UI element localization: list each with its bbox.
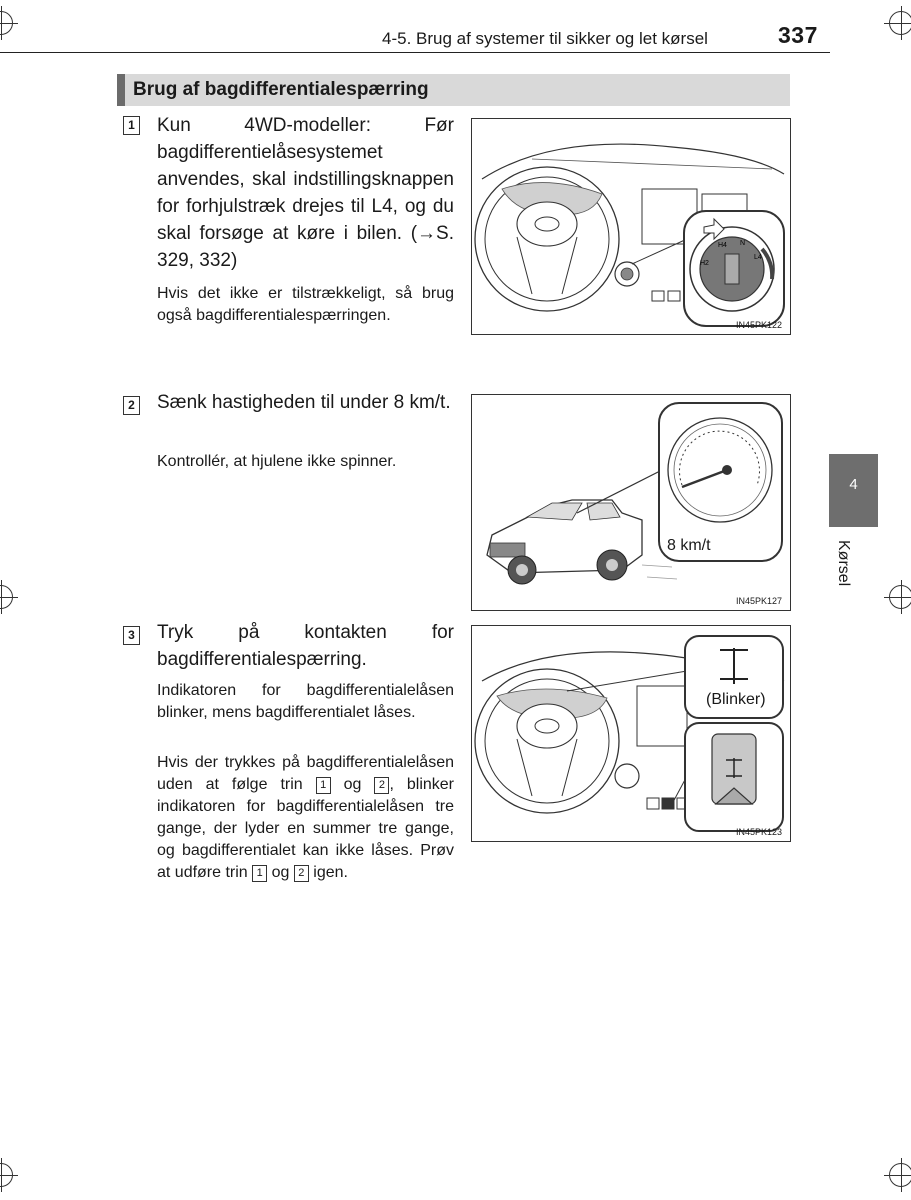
figure-3-code: IN45PK123 bbox=[735, 827, 782, 837]
registration-mark-bottom-right bbox=[889, 1163, 911, 1187]
svg-text:H4: H4 bbox=[718, 242, 727, 249]
step-number-3: 3 bbox=[123, 626, 140, 645]
step-1-note: Hvis det ikke er tilstrækkeligt, så brug også bagdifferentialespærringen. bbox=[157, 285, 454, 324]
figure-1-code: IN45PK122 bbox=[735, 320, 782, 330]
inline-step-ref-2: 2 bbox=[374, 777, 389, 794]
section-heading-accent bbox=[117, 74, 125, 106]
step-number-2: 2 bbox=[123, 396, 140, 415]
inline-step-ref-1b: 1 bbox=[252, 865, 267, 882]
step-1-text: Kun 4WD-modeller: Før bagdifferentielåsesystemet anvendes, skal indstillingsknappen for forhjulstræk drejes til L4, og du skal forsøge at køre i bilen. (→S. 329, 332) bbox=[157, 115, 454, 271]
dashboard-illustration-1 bbox=[472, 119, 790, 334]
header-rule bbox=[0, 52, 830, 53]
step-3-note-2: Hvis der trykkes på bagdifferentialelåsen uden at følge trin 1 og 2 , blinker indikatoren for bagdifferentialelåsen tre gange, der lyder en summer tre gange, og bagdifferentialet kan ikke låses. Prøv at udføre trin 1 og 2 igen. bbox=[157, 754, 454, 881]
step-2-note: Kontrollér, at hjulene ikke spinner. bbox=[157, 453, 397, 470]
section-heading bbox=[117, 74, 790, 106]
running-header: 4-5. Brug af systemer til sikker og let kørsel bbox=[382, 29, 708, 48]
svg-text:(Blinker): (Blinker) bbox=[706, 691, 766, 708]
registration-mark-mid-right bbox=[889, 585, 911, 609]
figure-2-code: IN45PK127 bbox=[735, 596, 782, 606]
step-3-text: Tryk på kontakten for bagdifferentialespærring. bbox=[157, 622, 454, 670]
figure-speed bbox=[471, 394, 791, 611]
page-number: 337 bbox=[778, 22, 818, 48]
step-2-text: Sænk hastigheden til under 8 km/t. bbox=[157, 392, 451, 413]
figure-diff-lock-switch bbox=[471, 625, 791, 842]
step-3-note: Indikatoren for bagdifferentialelåsen blinker, mens bagdifferentialet låses. bbox=[157, 682, 454, 721]
registration-mark-bottom-left bbox=[0, 1163, 13, 1187]
dashboard-illustration-3 bbox=[472, 626, 790, 841]
truck-speedometer-illustration bbox=[472, 395, 790, 610]
registration-mark-mid-left bbox=[0, 585, 13, 609]
step-number-1: 1 bbox=[123, 116, 140, 135]
svg-text:N: N bbox=[740, 240, 746, 247]
registration-mark-top-left bbox=[0, 11, 13, 35]
section-title: Brug af bagdifferentialespærring bbox=[133, 79, 429, 100]
svg-text:H2: H2 bbox=[700, 260, 709, 267]
svg-text:L4: L4 bbox=[754, 254, 762, 261]
inline-step-ref-2b: 2 bbox=[294, 865, 309, 882]
chapter-number: 4 bbox=[849, 476, 858, 493]
chapter-tab bbox=[829, 454, 878, 527]
svg-text:8 km/t: 8 km/t bbox=[667, 537, 711, 554]
registration-mark-top-right bbox=[889, 11, 911, 35]
figure-transfer-switch bbox=[471, 118, 791, 335]
inline-step-ref-1: 1 bbox=[316, 777, 331, 794]
chapter-label: Kørsel bbox=[835, 540, 852, 587]
